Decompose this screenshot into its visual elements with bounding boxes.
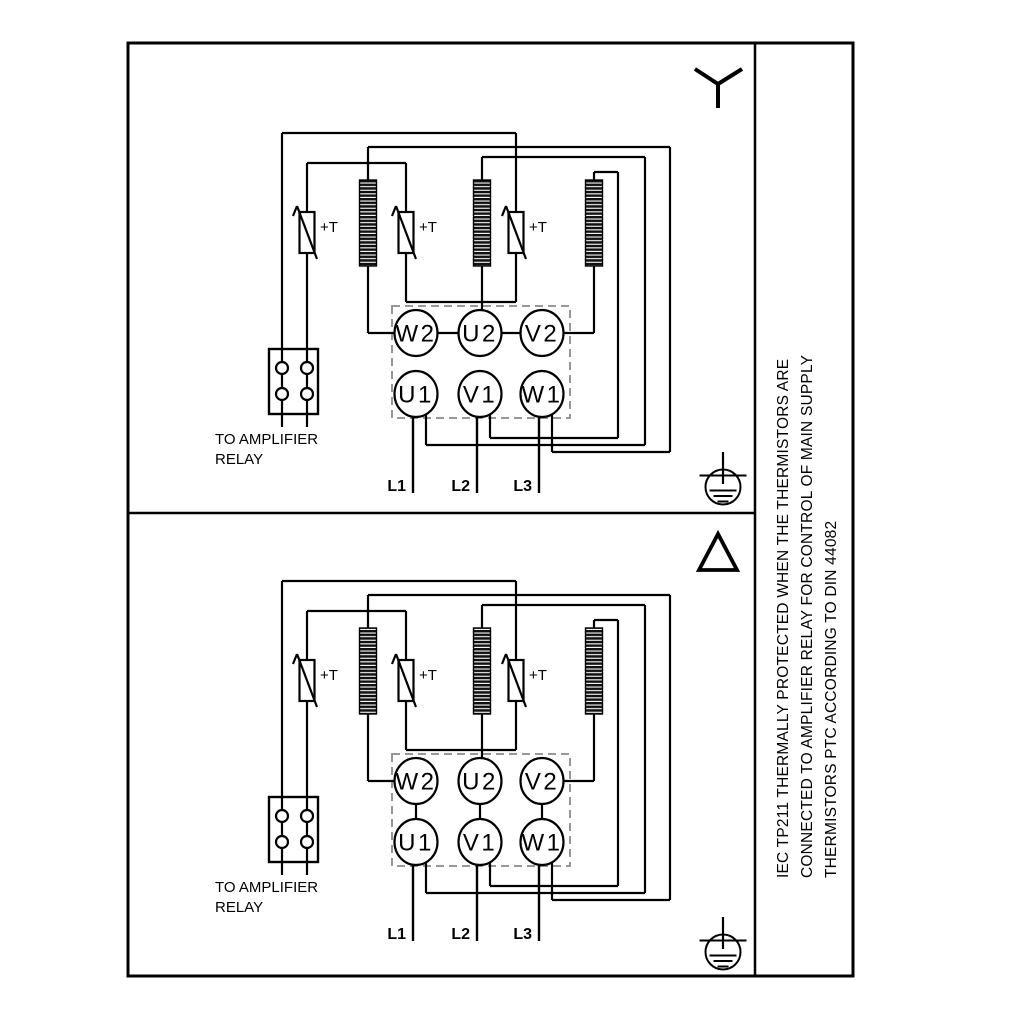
terminal-u2 xyxy=(459,310,502,356)
side-note-line-3: THERMISTORS PTC ACCORDING TO DIN 44082 xyxy=(823,520,840,878)
relay-pin xyxy=(276,836,288,848)
motor-winding-icon xyxy=(474,180,491,266)
relay-pin xyxy=(301,810,313,822)
terminal-label: W1 xyxy=(521,829,563,857)
terminal-label: V1 xyxy=(462,829,498,857)
relay-pin xyxy=(301,362,313,374)
terminal-v1 xyxy=(459,371,502,417)
relay-pin xyxy=(276,362,288,374)
delta-shape xyxy=(699,534,737,570)
relay-block-outline xyxy=(269,797,318,862)
supply-label-l1: L1 xyxy=(387,478,406,495)
terminal-w2 xyxy=(395,310,438,356)
terminal-label: U1 xyxy=(398,829,434,857)
star-shape xyxy=(695,69,742,108)
thermistor-foot xyxy=(502,206,506,216)
supply-label-l3: L3 xyxy=(513,926,532,943)
terminal-w1 xyxy=(521,371,564,417)
ptc-thermistor-icon xyxy=(502,206,547,259)
terminal-v2 xyxy=(521,758,564,804)
relay-pin xyxy=(301,836,313,848)
supply-label-l2: L2 xyxy=(451,926,470,943)
thermistor-label: +T xyxy=(320,219,338,236)
thermistor-foot xyxy=(293,206,297,216)
terminal-u1 xyxy=(395,371,438,417)
terminal-label: U1 xyxy=(398,381,434,409)
amplifier-relay-terminal-block xyxy=(269,797,318,862)
terminal-label: V2 xyxy=(524,320,560,348)
side-note xyxy=(775,355,840,878)
thermistor-foot xyxy=(392,206,396,216)
protective-earth-icon xyxy=(700,917,747,970)
ptc-thermistor-icon xyxy=(293,206,338,259)
side-note-line-2: CONNECTED TO AMPLIFIER RELAY FOR CONTROL OF MAIN SUPPLY xyxy=(799,354,816,878)
terminal-u1 xyxy=(395,819,438,865)
terminal-v1 xyxy=(459,819,502,865)
relay-caption: RELAY xyxy=(215,899,264,916)
delta-icon xyxy=(699,534,737,570)
star-icon xyxy=(695,69,742,108)
supply-label-l1: L1 xyxy=(387,926,406,943)
protective-earth-icon xyxy=(700,452,747,505)
motor-winding-icon xyxy=(474,628,491,714)
terminal-label: W1 xyxy=(521,381,563,409)
ptc-thermistor-icon xyxy=(293,654,338,707)
relay-caption: RELAY xyxy=(215,451,264,468)
motor-winding-icon xyxy=(360,628,377,714)
relay-pin xyxy=(276,388,288,400)
thermistor-foot xyxy=(502,654,506,664)
ptc-thermistor-icon xyxy=(392,206,437,259)
terminal-w1 xyxy=(521,819,564,865)
motor-winding-icon xyxy=(586,180,603,266)
terminal-label: V2 xyxy=(524,768,560,796)
amplifier-relay-terminal-block xyxy=(269,349,318,414)
thermistor-label: +T xyxy=(529,219,547,236)
relay-caption: TO AMPLIFIER xyxy=(215,431,319,448)
terminal-v2 xyxy=(521,310,564,356)
terminal-label: W2 xyxy=(395,320,437,348)
relay-caption: TO AMPLIFIER xyxy=(215,879,319,896)
motor-winding-icon xyxy=(360,180,377,266)
ptc-thermistor-icon xyxy=(502,654,547,707)
terminal-label: V1 xyxy=(462,381,498,409)
thermistor-label: +T xyxy=(419,667,437,684)
supply-label-l2: L2 xyxy=(451,478,470,495)
relay-block-outline xyxy=(269,349,318,414)
star-connection-panel xyxy=(215,133,747,505)
thermistor-label: +T xyxy=(320,667,338,684)
thermistor-foot xyxy=(293,654,297,664)
terminal-label: W2 xyxy=(395,768,437,796)
terminal-label: U2 xyxy=(462,768,498,796)
relay-pin xyxy=(301,388,313,400)
delta-connection-panel xyxy=(215,581,747,970)
thermistor-foot xyxy=(392,654,396,664)
supply-label-l3: L3 xyxy=(513,478,532,495)
thermistor-label: +T xyxy=(529,667,547,684)
relay-pin xyxy=(276,810,288,822)
thermistor-label: +T xyxy=(419,219,437,236)
side-note-line-1: IEC TP211 THERMALLY PROTECTED WHEN THE THERMISTORS ARE xyxy=(775,358,792,878)
motor-winding-icon xyxy=(586,628,603,714)
terminal-u2 xyxy=(459,758,502,804)
terminal-w2 xyxy=(395,758,438,804)
terminal-label: U2 xyxy=(462,320,498,348)
ptc-thermistor-icon xyxy=(392,654,437,707)
